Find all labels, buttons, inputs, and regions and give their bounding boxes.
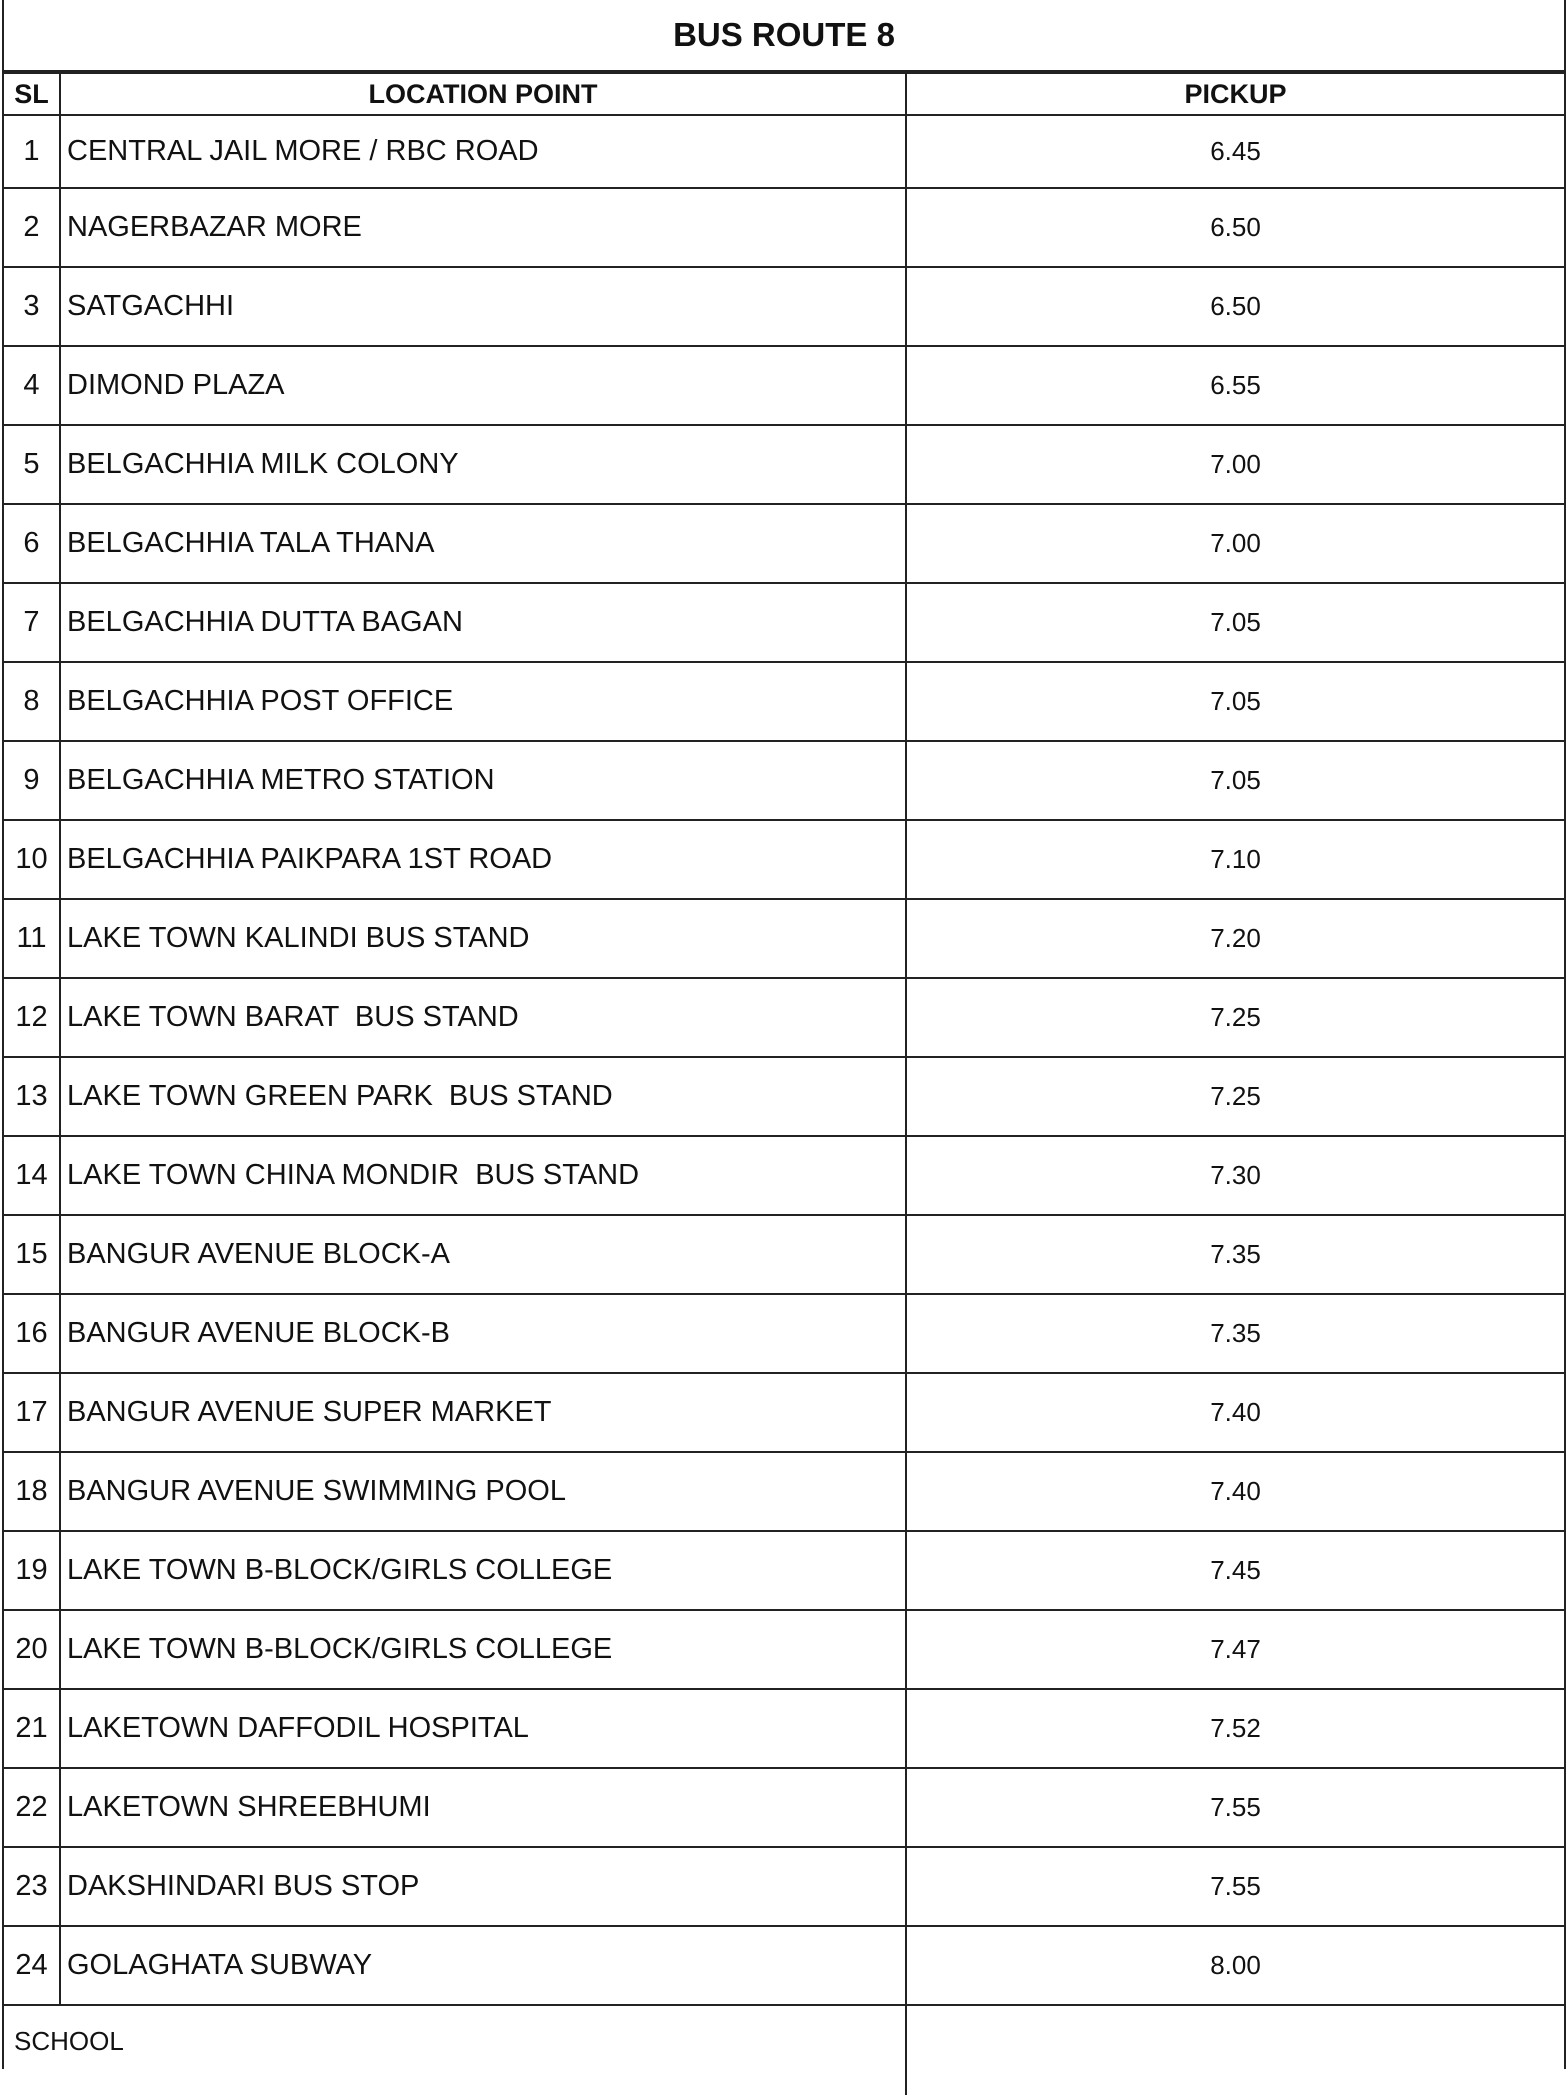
cell-sl: 3 bbox=[4, 267, 60, 346]
cell-location: LAKE TOWN KALINDI BUS STAND bbox=[60, 899, 906, 978]
cell-pickup: 7.35 bbox=[906, 1215, 1564, 1294]
cell-location: BELGACHHIA METRO STATION bbox=[60, 741, 906, 820]
table-row bbox=[4, 741, 1564, 820]
cell-pickup: 6.50 bbox=[906, 267, 1564, 346]
table-row bbox=[4, 1294, 1564, 1373]
cell-location: GOLAGHATA SUBWAY bbox=[60, 1926, 906, 2005]
table-header-row bbox=[4, 73, 1564, 115]
table-row bbox=[4, 662, 1564, 741]
header-pickup: PICKUP bbox=[906, 73, 1564, 115]
cell-location: SATGACHHI bbox=[60, 267, 906, 346]
table-row bbox=[4, 1531, 1564, 1610]
table-body bbox=[4, 115, 1564, 2095]
table-row bbox=[4, 425, 1564, 504]
header-sl: SL bbox=[4, 73, 60, 115]
school-pickup bbox=[906, 2005, 1564, 2095]
cell-location: LAKE TOWN BARAT BUS STAND bbox=[60, 978, 906, 1057]
cell-location: BANGUR AVENUE SUPER MARKET bbox=[60, 1373, 906, 1452]
table-row bbox=[4, 1057, 1564, 1136]
cell-sl: 18 bbox=[4, 1452, 60, 1531]
table-row bbox=[4, 1452, 1564, 1531]
table-row bbox=[4, 1768, 1564, 1847]
cell-location: BELGACHHIA DUTTA BAGAN bbox=[60, 583, 906, 662]
cell-location: LAKE TOWN GREEN PARK BUS STAND bbox=[60, 1057, 906, 1136]
cell-sl: 17 bbox=[4, 1373, 60, 1452]
cell-location: CENTRAL JAIL MORE / RBC ROAD bbox=[60, 115, 906, 188]
cell-sl: 19 bbox=[4, 1531, 60, 1610]
cell-sl: 9 bbox=[4, 741, 60, 820]
cell-sl: 24 bbox=[4, 1926, 60, 2005]
cell-sl: 13 bbox=[4, 1057, 60, 1136]
table-row bbox=[4, 188, 1564, 267]
cell-pickup: 7.30 bbox=[906, 1136, 1564, 1215]
cell-pickup: 7.05 bbox=[906, 741, 1564, 820]
table-row bbox=[4, 1847, 1564, 1926]
cell-location: BELGACHHIA TALA THANA bbox=[60, 504, 906, 583]
cell-location: BANGUR AVENUE BLOCK-A bbox=[60, 1215, 906, 1294]
cell-sl: 16 bbox=[4, 1294, 60, 1373]
cell-location: LAKE TOWN CHINA MONDIR BUS STAND bbox=[60, 1136, 906, 1215]
cell-sl: 12 bbox=[4, 978, 60, 1057]
cell-sl: 1 bbox=[4, 115, 60, 188]
cell-location: BANGUR AVENUE BLOCK-B bbox=[60, 1294, 906, 1373]
table-row bbox=[4, 1373, 1564, 1452]
school-row bbox=[4, 2005, 1564, 2095]
table-row bbox=[4, 978, 1564, 1057]
table-row bbox=[4, 346, 1564, 425]
table-row bbox=[4, 820, 1564, 899]
cell-pickup: 7.35 bbox=[906, 1294, 1564, 1373]
cell-sl: 15 bbox=[4, 1215, 60, 1294]
cell-sl: 7 bbox=[4, 583, 60, 662]
cell-sl: 8 bbox=[4, 662, 60, 741]
cell-pickup: 7.40 bbox=[906, 1452, 1564, 1531]
cell-sl: 14 bbox=[4, 1136, 60, 1215]
cell-pickup: 7.05 bbox=[906, 662, 1564, 741]
cell-pickup: 6.50 bbox=[906, 188, 1564, 267]
cell-pickup: 7.40 bbox=[906, 1373, 1564, 1452]
table-row bbox=[4, 1610, 1564, 1689]
table-row bbox=[4, 899, 1564, 978]
table-row bbox=[4, 504, 1564, 583]
cell-location: DIMOND PLAZA bbox=[60, 346, 906, 425]
cell-pickup: 7.00 bbox=[906, 425, 1564, 504]
school-label: SCHOOL bbox=[4, 2005, 906, 2095]
cell-pickup: 6.55 bbox=[906, 346, 1564, 425]
cell-sl: 2 bbox=[4, 188, 60, 267]
table-row bbox=[4, 1136, 1564, 1215]
cell-sl: 6 bbox=[4, 504, 60, 583]
page-title: BUS ROUTE 8 bbox=[4, 0, 1564, 72]
cell-pickup: 7.55 bbox=[906, 1768, 1564, 1847]
table-row bbox=[4, 115, 1564, 188]
cell-pickup: 7.10 bbox=[906, 820, 1564, 899]
cell-sl: 22 bbox=[4, 1768, 60, 1847]
cell-sl: 23 bbox=[4, 1847, 60, 1926]
cell-location: LAKE TOWN B-BLOCK/GIRLS COLLEGE bbox=[60, 1610, 906, 1689]
cell-location: LAKE TOWN B-BLOCK/GIRLS COLLEGE bbox=[60, 1531, 906, 1610]
table-row bbox=[4, 583, 1564, 662]
cell-sl: 11 bbox=[4, 899, 60, 978]
table-row bbox=[4, 1215, 1564, 1294]
table-row bbox=[4, 267, 1564, 346]
cell-pickup: 7.25 bbox=[906, 1057, 1564, 1136]
cell-sl: 4 bbox=[4, 346, 60, 425]
cell-pickup: 7.25 bbox=[906, 978, 1564, 1057]
cell-location: DAKSHINDARI BUS STOP bbox=[60, 1847, 906, 1926]
cell-sl: 21 bbox=[4, 1689, 60, 1768]
cell-pickup: 7.52 bbox=[906, 1689, 1564, 1768]
table-row bbox=[4, 1926, 1564, 2005]
cell-sl: 10 bbox=[4, 820, 60, 899]
cell-pickup: 7.47 bbox=[906, 1610, 1564, 1689]
route-sheet bbox=[2, 0, 1566, 2069]
cell-pickup: 8.00 bbox=[906, 1926, 1564, 2005]
cell-pickup: 7.05 bbox=[906, 583, 1564, 662]
cell-location: LAKETOWN DAFFODIL HOSPITAL bbox=[60, 1689, 906, 1768]
cell-location: BELGACHHIA PAIKPARA 1ST ROAD bbox=[60, 820, 906, 899]
cell-location: BANGUR AVENUE SWIMMING POOL bbox=[60, 1452, 906, 1531]
cell-pickup: 6.45 bbox=[906, 115, 1564, 188]
header-location: LOCATION POINT bbox=[60, 73, 906, 115]
cell-pickup: 7.45 bbox=[906, 1531, 1564, 1610]
cell-pickup: 7.00 bbox=[906, 504, 1564, 583]
table-row bbox=[4, 1689, 1564, 1768]
cell-pickup: 7.20 bbox=[906, 899, 1564, 978]
cell-pickup: 7.55 bbox=[906, 1847, 1564, 1926]
cell-location: BELGACHHIA MILK COLONY bbox=[60, 425, 906, 504]
cell-sl: 5 bbox=[4, 425, 60, 504]
cell-location: BELGACHHIA POST OFFICE bbox=[60, 662, 906, 741]
cell-location: NAGERBAZAR MORE bbox=[60, 188, 906, 267]
cell-location: LAKETOWN SHREEBHUMI bbox=[60, 1768, 906, 1847]
cell-sl: 20 bbox=[4, 1610, 60, 1689]
route-table bbox=[4, 72, 1564, 2095]
